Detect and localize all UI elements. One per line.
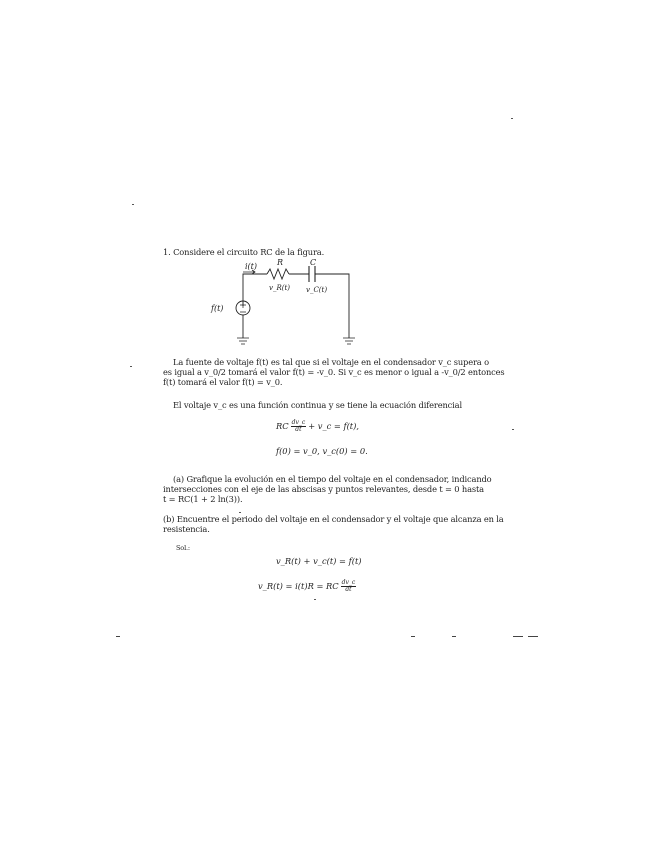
speck xyxy=(512,429,514,430)
ode-equation xyxy=(276,420,359,433)
current-label: i(t) xyxy=(245,262,258,271)
ode-numerator: dv_c xyxy=(291,419,306,426)
wire-top-left xyxy=(243,274,267,306)
speck xyxy=(130,366,132,367)
part-a-line1: (a) Grafique la evolución en el tiempo del voltaje en el condensador, indicando xyxy=(173,474,492,484)
initial-conditions: f(0) = v_0, v_c(0) = 0. xyxy=(276,446,368,456)
solution-eq2-lhs: v_R(t) = i(t)R = RC xyxy=(258,581,339,591)
ode-rhs: + v_c = f(t), xyxy=(308,421,360,431)
capacitor-icon xyxy=(309,266,315,282)
solution-eq2-fraction xyxy=(341,580,357,593)
solution-eq1: v_R(t) + v_c(t) = f(t) xyxy=(276,556,362,566)
ode-lhs: RC xyxy=(276,421,289,431)
scan-rule xyxy=(116,636,120,637)
solution-eq2-numerator: dv_c xyxy=(341,579,356,586)
part-a-line3: t = RC(1 + 2 ln(3)). xyxy=(163,494,243,504)
rc-circuit-diagram xyxy=(205,256,365,351)
solution-label: Sol.: xyxy=(176,544,190,552)
capacitor-voltage-label: v_C(t) xyxy=(306,286,328,294)
resistor-label: R xyxy=(277,258,284,267)
paragraph1-line3: f(t) tomará el valor f(t) = v_0. xyxy=(163,377,283,387)
paragraph2: El voltaje v_c es una función continua y se tiene la ecuación diferencial xyxy=(173,400,462,410)
speck xyxy=(314,599,316,600)
scan-rule xyxy=(452,636,456,637)
scan-rule xyxy=(528,636,538,637)
problem-heading: 1. Considere el circuito RC de la figura. xyxy=(163,247,325,257)
ode-denominator: dt xyxy=(295,426,302,433)
resistor-icon xyxy=(267,269,289,279)
speck xyxy=(511,118,513,119)
paragraph1-line1: La fuente de voltaje f(t) es tal que si el voltaje en el condensador v_c supera o xyxy=(173,357,489,367)
speck xyxy=(239,512,241,513)
capacitor-label: C xyxy=(310,258,317,267)
paragraph1-line2: es igual a v_0/2 tomará el valor f(t) = -v_0. Si v_c es menor o igual a -v_0/2 entonces xyxy=(163,367,505,377)
scan-rule xyxy=(411,636,415,637)
solution-eq2 xyxy=(258,580,358,593)
scan-rule xyxy=(513,636,523,637)
resistor-voltage-label: v_R(t) xyxy=(269,284,290,292)
source-label: f(t) xyxy=(211,304,224,313)
solution-eq2-denominator: dt xyxy=(345,586,352,593)
part-b-line2: resistencia. xyxy=(163,524,210,534)
part-b-line1: (b) Encuentre el periodo del voltaje en el condensador y el voltaje que alcanza en la xyxy=(163,514,504,524)
polarity-marks-icon xyxy=(240,302,246,312)
wire-right xyxy=(315,274,349,334)
ground-right-icon xyxy=(343,338,355,344)
ode-fraction xyxy=(291,420,307,433)
speck xyxy=(132,204,134,205)
part-a-line2: intersecciones con el eje de las abscisas y puntos relevantes, desde t = 0 hasta xyxy=(163,484,484,494)
ground-left-icon xyxy=(237,338,249,344)
